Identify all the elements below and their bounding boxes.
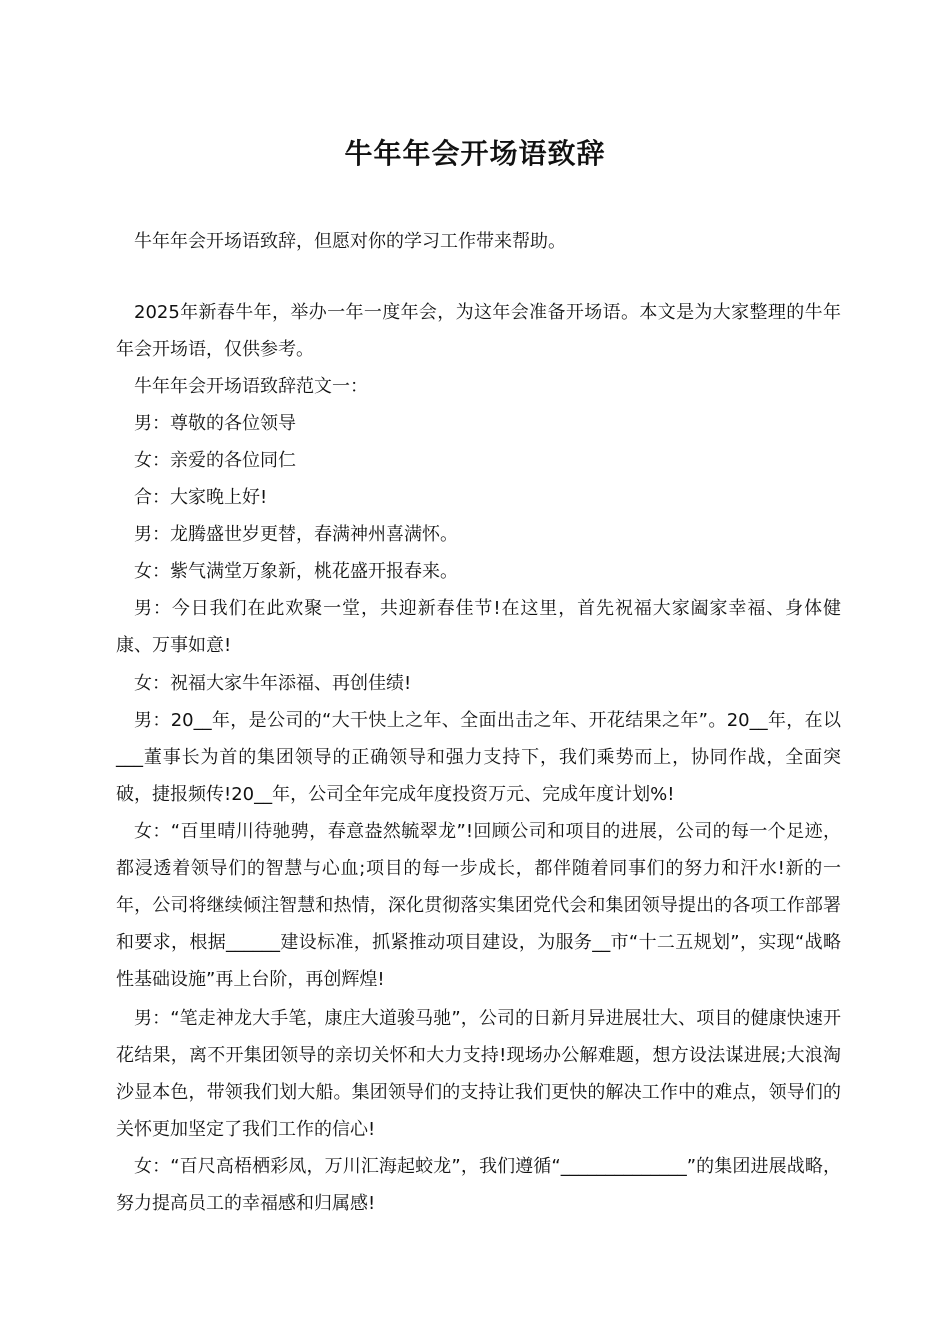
dialogue-line: 男：20__年，是公司的“大干快上之年、全面出击之年、开花结果之年”。20__年，在以___董事长为首的集团领导的正确领导和强力支持下，我们乘势而上，协同作战，全面突破，捷报频传!20__年，公司全年完成年度投资万元、完成年度计划%!	[116, 710, 841, 805]
dialogue-line: 男：尊敬的各位领导	[134, 413, 296, 434]
dialogue-line: 女：“百尺高梧栖彩凤，万川汇海起蛟龙”，我们遵循“______________”的集团进展战略，努力提高员工的幸福感和归属感!	[116, 1156, 841, 1214]
paragraph: 2025年新春牛年，举办一年一度年会，为这年会准备开场语。本文是为大家整理的牛年年会开场语，仅供参考。	[116, 302, 841, 360]
dialogue-line: 女：祝福大家牛年添福、再创佳绩!	[134, 673, 412, 694]
intro-paragraph: 牛年年会开场语致辞，但愿对你的学习工作带来帮助。	[134, 231, 566, 252]
document-title: 牛年年会开场语致辞	[344, 137, 606, 170]
section-heading: 牛年年会开场语致辞范文一：	[134, 376, 368, 397]
dialogue-line: 女：亲爱的各位同仁	[134, 450, 296, 471]
dialogue-line: 男：龙腾盛世岁更替，春满神州喜满怀。	[134, 524, 458, 545]
dialogue-line: 女：紫气满堂万象新，桃花盛开报春来。	[134, 561, 458, 582]
dialogue-line: 男：今日我们在此欢聚一堂，共迎新春佳节!在这里，首先祝福大家阖家幸福、身体健康、万事如意!	[116, 598, 841, 656]
dialogue-line: 合：大家晚上好!	[134, 487, 268, 508]
dialogue-line: 男：“笔走神龙大手笔，康庄大道骏马驰”，公司的日新月异进展壮大、项目的健康快速开花结果，离不开集团领导的亲切关怀和大力支持!现场办公解难题，想方设法谋进展;大浪淘沙显本色，带领我们划大船。集团领导们的支持让我们更快的解决工作中的难点，领导们的关怀更加坚定了我们工作的信心!	[116, 1008, 841, 1140]
dialogue-line: 女：“百里晴川待驰骋，春意盎然毓翠龙”!回顾公司和项目的进展，公司的每一个足迹，都浸透着领导们的智慧与心血;项目的每一步成长，都伴随着同事们的努力和汗水!新的一年，公司将继续倾注智慧和热情，深化贯彻落实集团党代会和集团领导提出的各项工作部署和要求，根据______建设标准，抓紧推动项目建设，为服务__市“十二五规划”，实现“战略性基础设施”再上台阶，再创辉煌!	[116, 821, 841, 990]
